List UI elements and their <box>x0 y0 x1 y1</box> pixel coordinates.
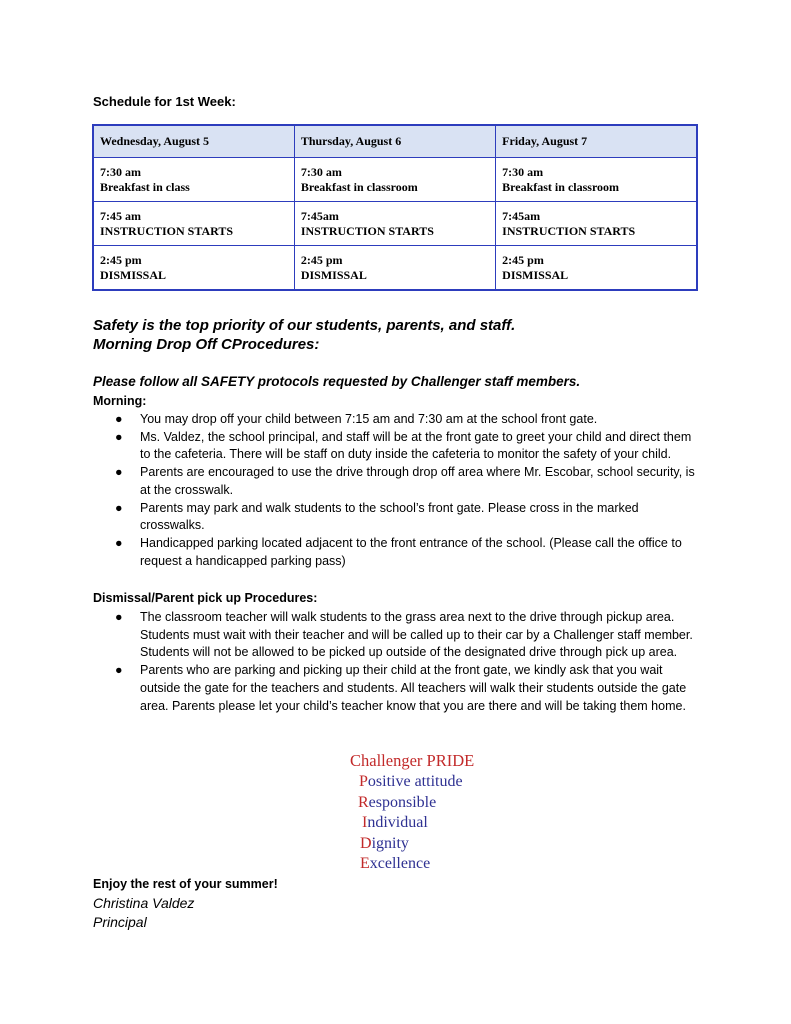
cell-time: 7:45am <box>300 208 339 223</box>
safety-statement <box>93 316 515 354</box>
pride-row <box>350 794 474 815</box>
signature-title: Principal <box>93 914 147 930</box>
schedule-cell <box>496 158 697 202</box>
list-item-text: Parents may park and walk students to the school’s front gate. Please cross in the marked crosswalks. <box>140 500 639 533</box>
list-item-text: The classroom teacher will walk students to the grass area next to the drive through pickup area. Students must wait with their teacher and will be called up to their car by a Challenger staff member. Students will not be allowed to be picked up outside of the designated drive through pick up area. <box>140 610 693 660</box>
cell-time: 2:45 pm <box>300 252 343 267</box>
day-header: Friday, August 7 <box>496 125 697 158</box>
schedule-cell <box>294 202 495 246</box>
schedule-cell <box>93 158 294 202</box>
list-item <box>93 662 703 715</box>
pride-row <box>350 773 474 794</box>
schedule-row <box>93 246 697 291</box>
day-header: Thursday, August 6 <box>294 125 495 158</box>
list-item-text: Ms. Valdez, the school principal, and staff will be at the front gate to greet your child and direct them to the cafeteria. There will be staff on duty inside the cafeteria to monitor the safety of your child. <box>140 429 692 462</box>
bullet-icon: ● <box>115 412 123 426</box>
pride-title: Challenger PRIDE <box>350 751 475 770</box>
schedule-heading: Schedule for 1st Week: <box>93 94 236 109</box>
list-item <box>93 429 703 464</box>
cell-activity: DISMISSAL <box>502 267 569 282</box>
pride-word: xcellence <box>369 855 431 872</box>
cell-activity: INSTRUCTION STARTS <box>300 223 434 238</box>
pride-letter: P <box>359 773 368 790</box>
pride-letter: I <box>362 814 368 831</box>
pride-word: ositive attitude <box>367 773 463 790</box>
schedule-cell <box>93 202 294 246</box>
list-item-text: Parents are encouraged to use the drive through drop off area where Mr. Escobar, school security, is at the crosswalk. <box>140 465 695 497</box>
schedule-cell <box>496 246 697 291</box>
cell-activity: INSTRUCTION STARTS <box>100 223 234 238</box>
schedule-table <box>92 124 698 291</box>
pride-row <box>350 835 474 856</box>
pride-word: ignity <box>371 834 409 852</box>
bullet-icon: ● <box>115 465 123 480</box>
pride-letter: D <box>360 834 372 852</box>
list-item <box>93 609 703 662</box>
bullet-icon: ● <box>115 500 123 515</box>
day-header: Wednesday, August 5 <box>93 125 294 158</box>
schedule-row <box>93 202 697 246</box>
morning-list <box>93 411 703 570</box>
schedule-cell <box>294 246 495 291</box>
cell-time: 7:45am <box>502 208 541 223</box>
schedule-cell <box>294 158 495 202</box>
cell-activity: INSTRUCTION STARTS <box>502 223 636 238</box>
schedule-header-row <box>93 125 697 158</box>
cell-time: 7:45 am <box>100 208 141 223</box>
pride-word: ndividual <box>367 814 428 831</box>
cell-time: 7:30 am <box>300 164 342 179</box>
pride-row <box>350 855 474 876</box>
bullet-icon: ● <box>115 610 123 624</box>
cell-time: 2:45 pm <box>100 252 142 267</box>
cell-time: 2:45 pm <box>502 252 544 267</box>
bullet-icon: ● <box>115 663 123 678</box>
cell-activity: Breakfast in classroom <box>502 179 620 194</box>
list-item <box>93 500 703 535</box>
cell-time: 7:30 am <box>100 164 141 179</box>
pride-letter: E <box>360 855 370 872</box>
cell-activity: DISMISSAL <box>100 267 167 282</box>
bullet-icon: ● <box>115 429 123 444</box>
list-item-text: Handicapped parking located adjacent to the front entrance of the school. (Please call the office to request a handicapped parking pass) <box>140 535 682 568</box>
schedule-cell <box>93 246 294 291</box>
schedule-row <box>93 158 697 202</box>
list-item <box>93 464 703 499</box>
cell-activity: Breakfast in classroom <box>300 179 418 194</box>
signature-name: Christina Valdez <box>93 895 195 911</box>
closing-line: Enjoy the rest of your summer! <box>93 877 278 891</box>
protocols-notice: Please follow all SAFETY protocols requested by Challenger staff members. <box>93 374 581 389</box>
pride-row <box>350 814 474 835</box>
bullet-icon: ● <box>115 535 123 550</box>
safety-line: Safety is the top priority of our students, parents, and staff. <box>93 317 516 334</box>
pride-acronym <box>350 751 474 876</box>
dismissal-list <box>93 609 703 715</box>
cell-activity: Breakfast in class <box>100 179 190 194</box>
list-item <box>93 411 703 429</box>
cell-time: 7:30 am <box>502 164 544 179</box>
list-item-text: You may drop off your child between 7:15 am and 7:30 am at the school front gate. <box>140 412 598 426</box>
dismissal-label: Dismissal/Parent pick up Procedures: <box>93 591 318 605</box>
pride-letter: R <box>358 793 369 811</box>
list-item-text: Parents who are parking and picking up their child at the front gate, we kindly ask that you wait outside the gate for the teachers and students. All teachers will walk their students outside the gate area. Parents please let your child’s teacher know that you are there and will be taking them home. <box>140 663 687 713</box>
cell-activity: DISMISSAL <box>300 267 367 282</box>
list-item <box>93 535 703 570</box>
morning-label: Morning: <box>93 394 147 408</box>
schedule-cell <box>496 202 697 246</box>
procedures-title: Morning Drop Off CProcedures: <box>93 336 320 353</box>
pride-word: esponsible <box>368 793 437 811</box>
